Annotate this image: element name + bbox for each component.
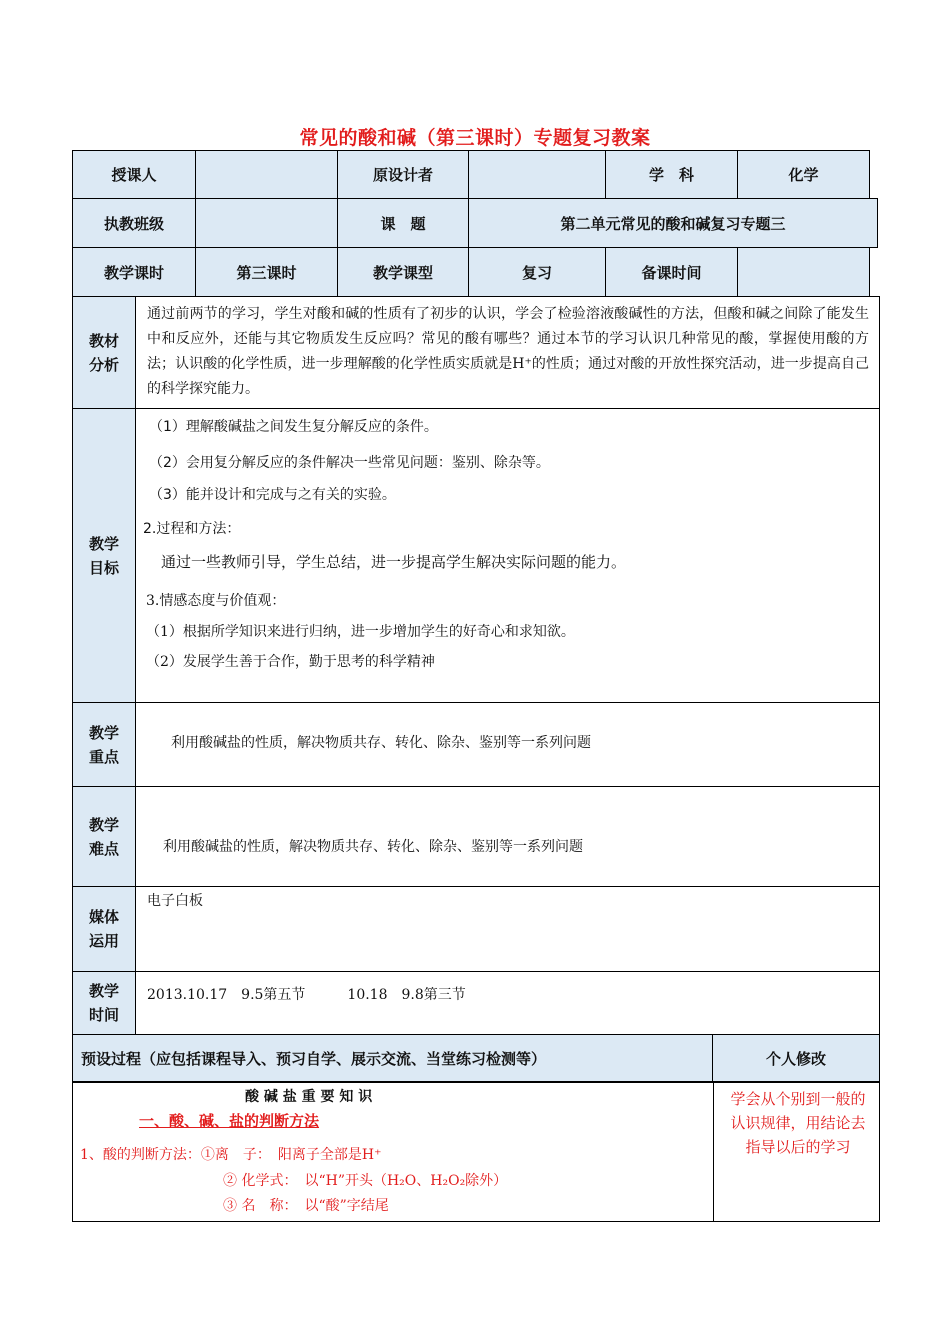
type-label: 教学课型 — [372, 263, 433, 282]
prep-label: 备课时间 — [641, 263, 702, 282]
goal-item-7: （1）根据所学知识来进行归纳，进一步增加学生的好奇心和求知欲。 — [146, 624, 575, 640]
teacher-label-cell — [72, 150, 196, 199]
analysis-text: 通过前两节的学习，学生对酸和碱的性质有了初步的认识，学会了检验溶液酸碱性的方法，但酸和碱之间除了能发生中和反应外，还能与其它物质发生反应吗？常见的酸有哪些？通过本节的学习认识几种常见的酸，掌握使用酸的方法；认识酸的化学性质，进一步理解酸的化学性质实质就是H⁺的性质；通过对酸的开放性探究活动，进一步提高自己的科学探究能力。 — [147, 306, 869, 397]
goal-item-2: （2）会用复分解反应的条件解决一些常见问题：鉴别、除杂等。 — [149, 455, 550, 471]
key-points-label: 教学重点 — [88, 723, 119, 766]
key-points-label-cell — [73, 703, 136, 786]
media-label: 媒体运用 — [88, 908, 119, 950]
subject-value: 化学 — [788, 166, 819, 184]
column-divider — [713, 1083, 714, 1221]
process-right-header: 个人修改 — [765, 1049, 826, 1068]
type-value-cell — [468, 247, 606, 297]
difficulties-label-cell — [73, 787, 136, 886]
process-left-header: 预设过程（应包括课程导入、预习自学、展示交流、当堂练习检测等） — [73, 1035, 713, 1081]
media-label-cell — [73, 887, 136, 971]
period-value-cell — [195, 247, 338, 297]
judgement-subheading: 一、酸、碱、盐的判断方法 — [139, 1112, 320, 1130]
designer-value-cell — [468, 150, 606, 199]
analysis-label-cell — [73, 297, 136, 408]
knowledge-heading: 酸 碱 盐 重 要 知 识 — [245, 1089, 373, 1105]
time-section — [72, 971, 880, 1035]
goal-item-4: 2.过程和方法： — [143, 521, 241, 537]
media-text: 电子白板 — [147, 893, 203, 909]
designer-label: 原设计者 — [372, 166, 433, 184]
goals-label: 教学目标 — [88, 534, 119, 577]
key-points-section — [72, 702, 880, 787]
time-label-cell — [73, 972, 136, 1034]
document-title: 常见的酸和碱（第三课时）专题复习教案 — [299, 127, 651, 149]
topic-label-cell — [337, 198, 469, 248]
time-label: 教学时间 — [88, 982, 119, 1024]
subject-label-cell — [605, 150, 738, 199]
teacher-label: 授课人 — [111, 166, 157, 184]
period-label-cell — [72, 247, 196, 297]
acid-method-line-1: 1、酸的判断方法：①离 子： 阳离子全部是H⁺ — [80, 1147, 382, 1163]
key-points-text: 利用酸碱盐的性质，解决物质共存、转化、除杂、鉴别等一系列问题 — [171, 735, 591, 751]
type-value: 复习 — [521, 263, 552, 282]
class-label: 执教班级 — [103, 214, 164, 233]
goal-item-3: （3）能并设计和完成与之有关的实验。 — [149, 487, 396, 503]
period-label: 教学课时 — [103, 263, 164, 282]
difficulties-label: 教学难点 — [88, 815, 119, 858]
goals-section — [72, 408, 880, 703]
subject-value-cell — [737, 150, 870, 199]
analysis-label: 教材分析 — [88, 331, 119, 374]
designer-label-cell — [337, 150, 469, 199]
revision-note: 学会从个别到一般的认识规律，用结论去指导以后的学习 — [730, 1090, 866, 1156]
prep-value-cell — [737, 247, 870, 297]
goal-item-1: （1）理解酸碱盐之间发生复分解反应的条件。 — [149, 419, 438, 435]
goals-label-cell — [73, 409, 136, 702]
class-value-cell — [195, 198, 338, 248]
period-value: 第三课时 — [236, 263, 297, 282]
goal-item-5: 通过一些教师引导，学生总结，进一步提高学生解决实际问题的能力。 — [161, 553, 627, 571]
difficulties-section — [72, 786, 880, 887]
media-section — [72, 886, 880, 972]
type-label-cell — [337, 247, 469, 297]
acid-method-line-3: ③ 名 称： 以“酸”字结尾 — [223, 1198, 389, 1214]
time-text: 2013.10.17 9.5第五节 10.18 9.8第三节 — [147, 987, 466, 1003]
topic-value-cell — [468, 198, 878, 248]
analysis-section — [72, 296, 880, 409]
topic-value: 第二单元常见的酸和碱复习专题三 — [560, 214, 786, 233]
difficulties-text: 利用酸碱盐的性质，解决物质共存、转化、除杂、鉴别等一系列问题 — [163, 839, 583, 855]
goal-item-6: 3.情感态度与价值观： — [146, 593, 286, 609]
teacher-value-cell — [195, 150, 338, 199]
topic-label: 课 题 — [380, 214, 426, 233]
class-label-cell — [72, 198, 196, 248]
goal-item-8: （2）发展学生善于合作，勤于思考的科学精神 — [146, 654, 435, 670]
subject-label: 学 科 — [648, 166, 694, 184]
process-header-row — [72, 1034, 880, 1082]
process-content-row — [72, 1082, 880, 1222]
acid-method-line-2: ② 化学式： 以“H”开头（H₂O、H₂O₂除外） — [223, 1173, 508, 1189]
prep-label-cell — [605, 247, 738, 297]
